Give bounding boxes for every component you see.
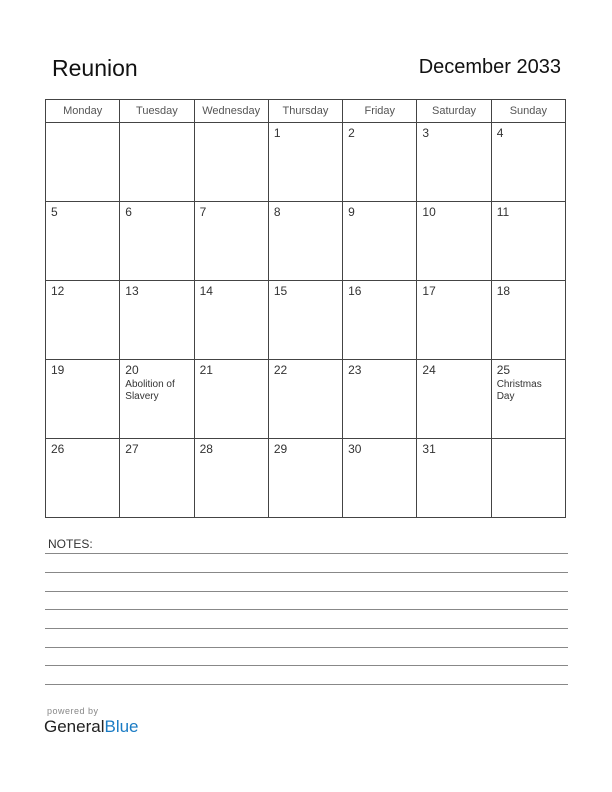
country-title: Reunion bbox=[52, 55, 138, 81]
day-number: 30 bbox=[348, 442, 362, 456]
day-cell bbox=[120, 281, 194, 360]
day-number: 12 bbox=[51, 284, 65, 298]
day-number: 27 bbox=[125, 442, 139, 456]
day-number: 8 bbox=[273, 205, 281, 219]
day-cell bbox=[491, 123, 565, 202]
day-number: 21 bbox=[199, 363, 213, 377]
day-cell bbox=[46, 123, 120, 202]
day-number: 2 bbox=[348, 126, 355, 140]
day-cell bbox=[491, 281, 565, 360]
weekday-header: Sunday bbox=[491, 100, 565, 123]
day-number: 5 bbox=[51, 205, 58, 219]
day-cell bbox=[120, 202, 194, 281]
day-number: 25 bbox=[496, 363, 511, 377]
note-line bbox=[45, 553, 568, 554]
day-number: 23 bbox=[348, 363, 362, 377]
note-line bbox=[45, 572, 568, 573]
weekday-header: Monday bbox=[46, 100, 120, 123]
weekday-header: Wednesday bbox=[194, 100, 268, 123]
month-year-title: December 2033 bbox=[418, 56, 561, 78]
week-row bbox=[46, 281, 566, 360]
day-cell bbox=[268, 202, 342, 281]
day-cell bbox=[194, 439, 268, 518]
note-line bbox=[45, 591, 568, 592]
day-cell bbox=[268, 439, 342, 518]
day-number: 22 bbox=[273, 363, 288, 377]
day-number: 3 bbox=[422, 126, 430, 140]
day-cell bbox=[120, 360, 194, 439]
day-cell bbox=[343, 439, 417, 518]
day-cell bbox=[491, 360, 565, 439]
day-number: 1 bbox=[273, 126, 281, 140]
week-row bbox=[46, 439, 566, 518]
weekday-header: Thursday bbox=[268, 100, 342, 123]
day-number: 10 bbox=[422, 205, 436, 219]
day-cell bbox=[343, 123, 417, 202]
day-cell bbox=[46, 439, 120, 518]
day-cell bbox=[417, 123, 491, 202]
day-cell bbox=[417, 281, 491, 360]
day-cell bbox=[491, 439, 565, 518]
day-number: 31 bbox=[422, 442, 436, 456]
day-cell bbox=[268, 123, 342, 202]
day-cell bbox=[46, 281, 120, 360]
day-cell bbox=[417, 202, 491, 281]
note-line bbox=[45, 684, 568, 685]
day-cell bbox=[194, 202, 268, 281]
day-number: 26 bbox=[51, 442, 65, 456]
note-line bbox=[45, 647, 568, 648]
day-number: 9 bbox=[348, 205, 355, 219]
brand-logo[interactable] bbox=[44, 717, 139, 737]
day-number: 28 bbox=[199, 442, 213, 456]
note-line bbox=[45, 665, 568, 666]
day-number: 13 bbox=[125, 284, 139, 298]
week-row bbox=[46, 360, 566, 439]
day-number: 18 bbox=[496, 284, 511, 298]
holiday-label: Christmas Day bbox=[496, 379, 542, 402]
day-number: 29 bbox=[273, 442, 288, 456]
day-cell bbox=[194, 123, 268, 202]
weekday-header-row bbox=[46, 100, 566, 123]
day-cell bbox=[268, 281, 342, 360]
week-row bbox=[46, 123, 566, 202]
weekday-header: Tuesday bbox=[120, 100, 194, 123]
day-number: 19 bbox=[51, 363, 65, 377]
day-cell bbox=[343, 360, 417, 439]
note-line bbox=[45, 609, 568, 610]
day-number: 16 bbox=[348, 284, 362, 298]
day-cell bbox=[46, 360, 120, 439]
day-number: 15 bbox=[273, 284, 288, 298]
day-cell bbox=[194, 281, 268, 360]
day-cell bbox=[417, 439, 491, 518]
notes-label: NOTES: bbox=[48, 537, 93, 551]
day-number: 20 bbox=[125, 363, 139, 377]
day-cell bbox=[491, 202, 565, 281]
powered-by-label: powered by bbox=[47, 706, 99, 716]
week-row bbox=[46, 202, 566, 281]
day-cell bbox=[268, 360, 342, 439]
day-number: 7 bbox=[199, 205, 207, 219]
day-cell bbox=[46, 202, 120, 281]
day-cell bbox=[343, 202, 417, 281]
day-cell bbox=[120, 439, 194, 518]
day-number: 6 bbox=[125, 205, 132, 219]
brand-part-general: General bbox=[44, 717, 105, 736]
day-number: 17 bbox=[422, 284, 436, 298]
day-cell bbox=[120, 123, 194, 202]
day-cell bbox=[194, 360, 268, 439]
weekday-header: Friday bbox=[343, 100, 417, 123]
day-cell bbox=[343, 281, 417, 360]
brand-part-blue: Blue bbox=[104, 717, 139, 736]
note-line bbox=[45, 628, 568, 629]
day-number: 14 bbox=[199, 284, 213, 298]
day-number: 24 bbox=[422, 363, 436, 377]
day-number: 4 bbox=[496, 126, 504, 140]
day-number: 11 bbox=[496, 205, 510, 219]
day-cell bbox=[417, 360, 491, 439]
holiday-label: Abolition of Slavery bbox=[125, 379, 175, 402]
weekday-header: Saturday bbox=[417, 100, 491, 123]
calendar-grid bbox=[45, 99, 566, 518]
